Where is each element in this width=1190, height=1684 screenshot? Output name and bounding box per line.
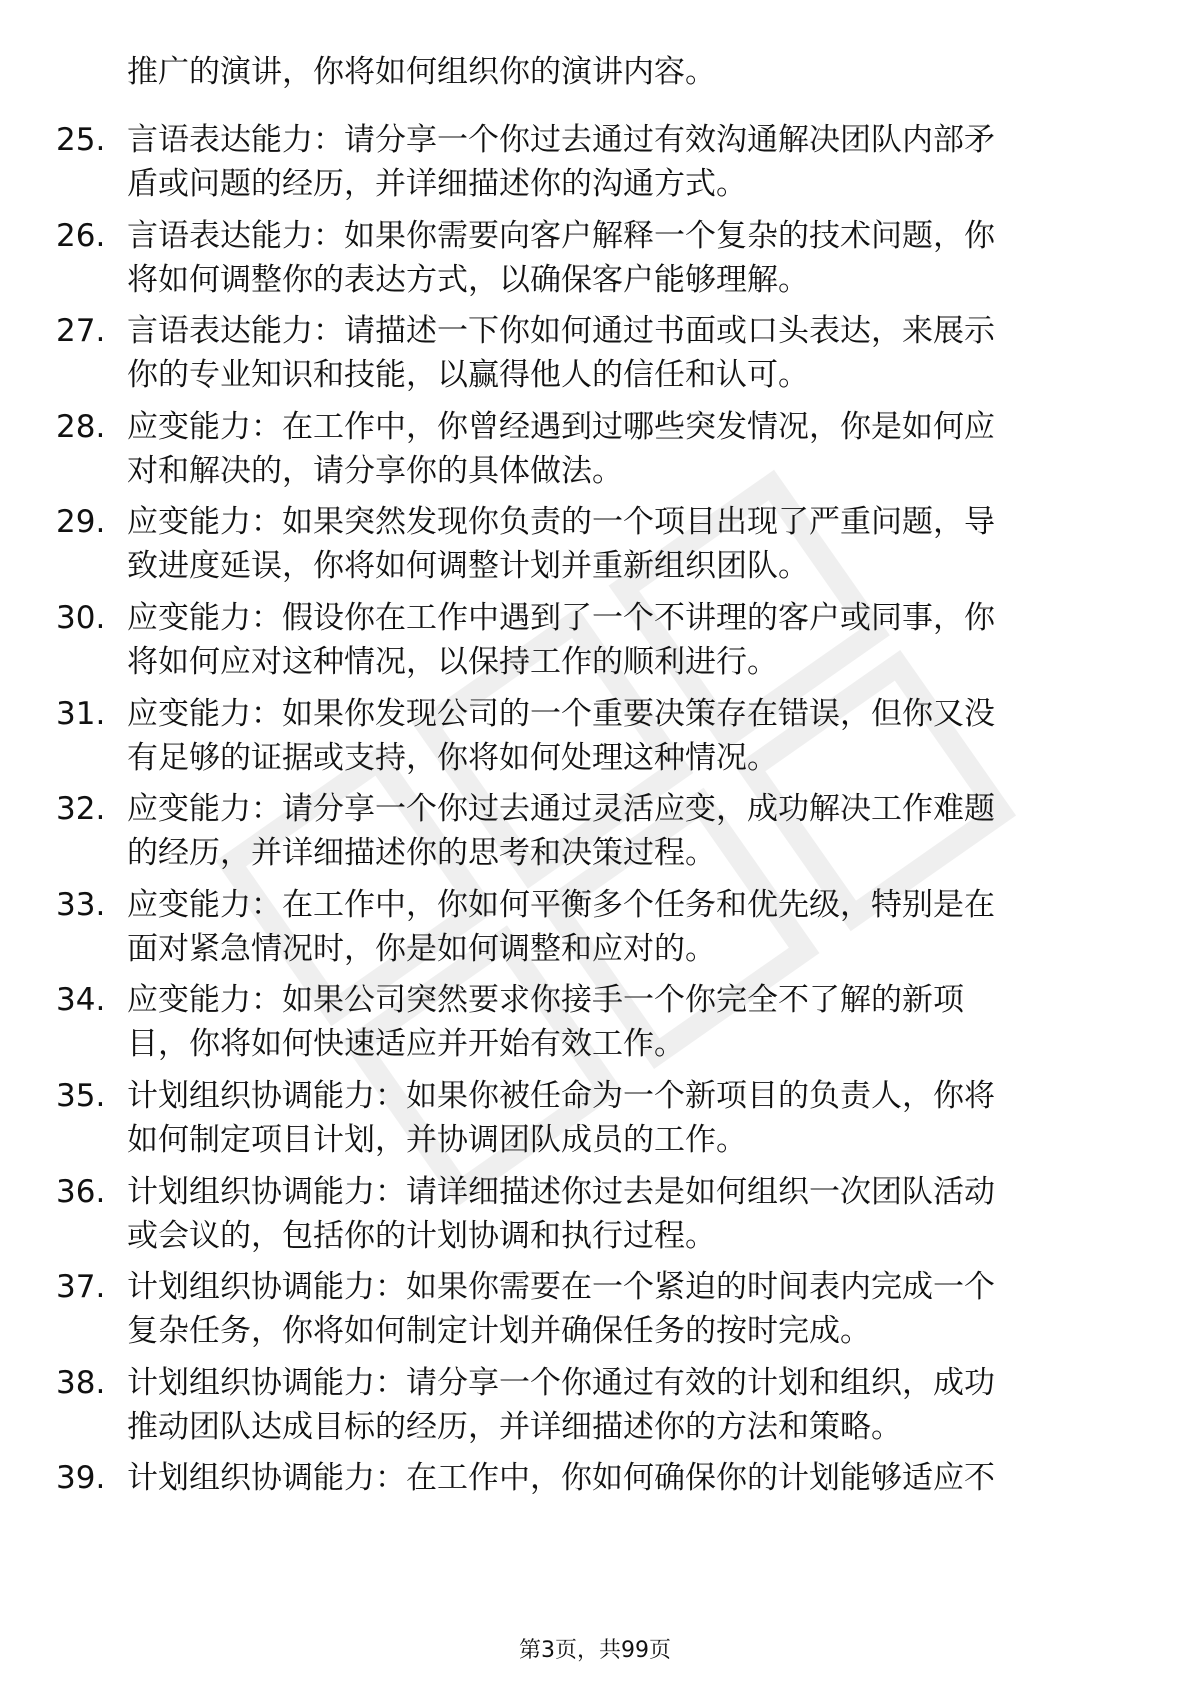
question-number: 35. — [56, 1077, 106, 1114]
question-line: 致进度延误，你将如何调整计划并重新组织团队。 — [127, 548, 809, 585]
question-line: 应变能力：假设你在工作中遇到了一个不讲理的客户或同事，你 — [127, 599, 995, 636]
question-item — [0, 309, 1190, 405]
question-item — [0, 1265, 1190, 1361]
question-line: 应变能力：如果你发现公司的一个重要决策存在错误，但你又没 — [127, 695, 995, 732]
question-line: 应变能力：在工作中，你曾经遇到过哪些突发情况，你是如何应 — [127, 408, 995, 445]
question-line: 如何制定项目计划，并协调团队成员的工作。 — [127, 1121, 747, 1158]
question-line: 应变能力：如果突然发现你负责的一个项目出现了严重问题，导 — [127, 504, 995, 541]
question-list — [0, 118, 1190, 1552]
question-line: 计划组织协调能力：在工作中，你如何确保你的计划能够适应不 — [127, 1460, 995, 1497]
question-number: 30. — [56, 599, 106, 636]
question-line: 有足够的证据或支持，你将如何处理这种情况。 — [127, 739, 778, 776]
question-item — [0, 214, 1190, 310]
question-line: 对和解决的，请分享你的具体做法。 — [127, 452, 623, 489]
question-number: 26. — [56, 217, 106, 254]
question-number: 36. — [56, 1173, 106, 1210]
question-text — [127, 500, 1107, 588]
question-line: 计划组织协调能力：请详细描述你过去是如何组织一次团队活动 — [127, 1173, 995, 1210]
question-text — [127, 787, 1107, 875]
question-number: 25. — [56, 122, 106, 158]
question-line: 面对紧急情况时，你是如何调整和应对的。 — [127, 930, 716, 967]
question-line: 应变能力：请分享一个你过去通过灵活应变，成功解决工作难题 — [127, 791, 995, 828]
question-item — [0, 1456, 1190, 1552]
question-item — [0, 1074, 1190, 1170]
question-text — [127, 692, 1107, 780]
question-line: 的经历，并详细描述你的思考和决策过程。 — [127, 835, 716, 872]
question-line: 或会议的，包括你的计划协调和执行过程。 — [127, 1217, 716, 1254]
question-text — [127, 118, 1107, 206]
question-number: 32. — [56, 791, 106, 828]
question-line: 推动团队达成目标的经历，并详细描述你的方法和策略。 — [127, 1408, 902, 1445]
question-text — [127, 1361, 1107, 1449]
question-item — [0, 405, 1190, 501]
question-line: 将如何调整你的表达方式，以确保客户能够理解。 — [127, 261, 809, 298]
question-number: 33. — [56, 886, 106, 923]
question-item — [0, 787, 1190, 883]
page-footer: 第3页，共99页 — [519, 1638, 671, 1663]
question-number: 28. — [56, 408, 106, 445]
question-text — [127, 214, 1107, 302]
question-number: 31. — [56, 695, 106, 732]
question-item — [0, 1361, 1190, 1457]
question-number: 29. — [56, 504, 106, 541]
question-line: 言语表达能力：如果你需要向客户解释一个复杂的技术问题，你 — [127, 217, 995, 254]
question-text — [127, 1074, 1107, 1162]
question-text — [127, 978, 1107, 1066]
question-item — [0, 596, 1190, 692]
question-text — [127, 1265, 1107, 1353]
question-line: 复杂任务，你将如何制定计划并确保任务的按时完成。 — [127, 1313, 871, 1350]
question-number: 37. — [56, 1269, 106, 1306]
question-line: 计划组织协调能力：如果你被任命为一个新项目的负责人，你将 — [127, 1077, 995, 1114]
question-line: 目，你将如何快速适应并开始有效工作。 — [127, 1026, 685, 1063]
question-text — [127, 596, 1107, 684]
question-item — [0, 883, 1190, 979]
question-text — [127, 1456, 1107, 1500]
question-line: 你的专业知识和技能，以赢得他人的信任和认可。 — [127, 357, 809, 394]
question-line: 应变能力：在工作中，你如何平衡多个任务和优先级，特别是在 — [127, 886, 995, 923]
question-item — [0, 978, 1190, 1074]
question-number: 27. — [56, 313, 106, 350]
question-line: 盾或问题的经历，并详细描述你的沟通方式。 — [127, 166, 747, 202]
question-line: 言语表达能力：请分享一个你过去通过有效沟通解决团队内部矛 — [127, 122, 995, 158]
question-number: 39. — [56, 1460, 106, 1497]
question-line: 计划组织协调能力：如果你需要在一个紧迫的时间表内完成一个 — [127, 1269, 995, 1306]
question-text — [127, 405, 1107, 493]
question-item — [0, 692, 1190, 788]
question-line: 将如何应对这种情况，以保持工作的顺利进行。 — [127, 643, 778, 680]
question-item — [0, 118, 1190, 214]
question-item — [0, 500, 1190, 596]
question-line: 言语表达能力：请描述一下你如何通过书面或口头表达，来展示 — [127, 313, 995, 350]
question-text — [127, 309, 1107, 397]
question-item — [0, 1170, 1190, 1266]
question-line: 应变能力：如果公司突然要求你接手一个你完全不了解的新项 — [127, 982, 964, 1019]
question-number: 34. — [56, 982, 106, 1019]
question-number: 38. — [56, 1364, 106, 1401]
question-line: 计划组织协调能力：请分享一个你通过有效的计划和组织，成功 — [127, 1364, 995, 1401]
question-text — [127, 1170, 1107, 1258]
question-text — [127, 883, 1107, 971]
continuation-text: 推广的演讲，你将如何组织你的演讲内容。 — [127, 54, 716, 90]
